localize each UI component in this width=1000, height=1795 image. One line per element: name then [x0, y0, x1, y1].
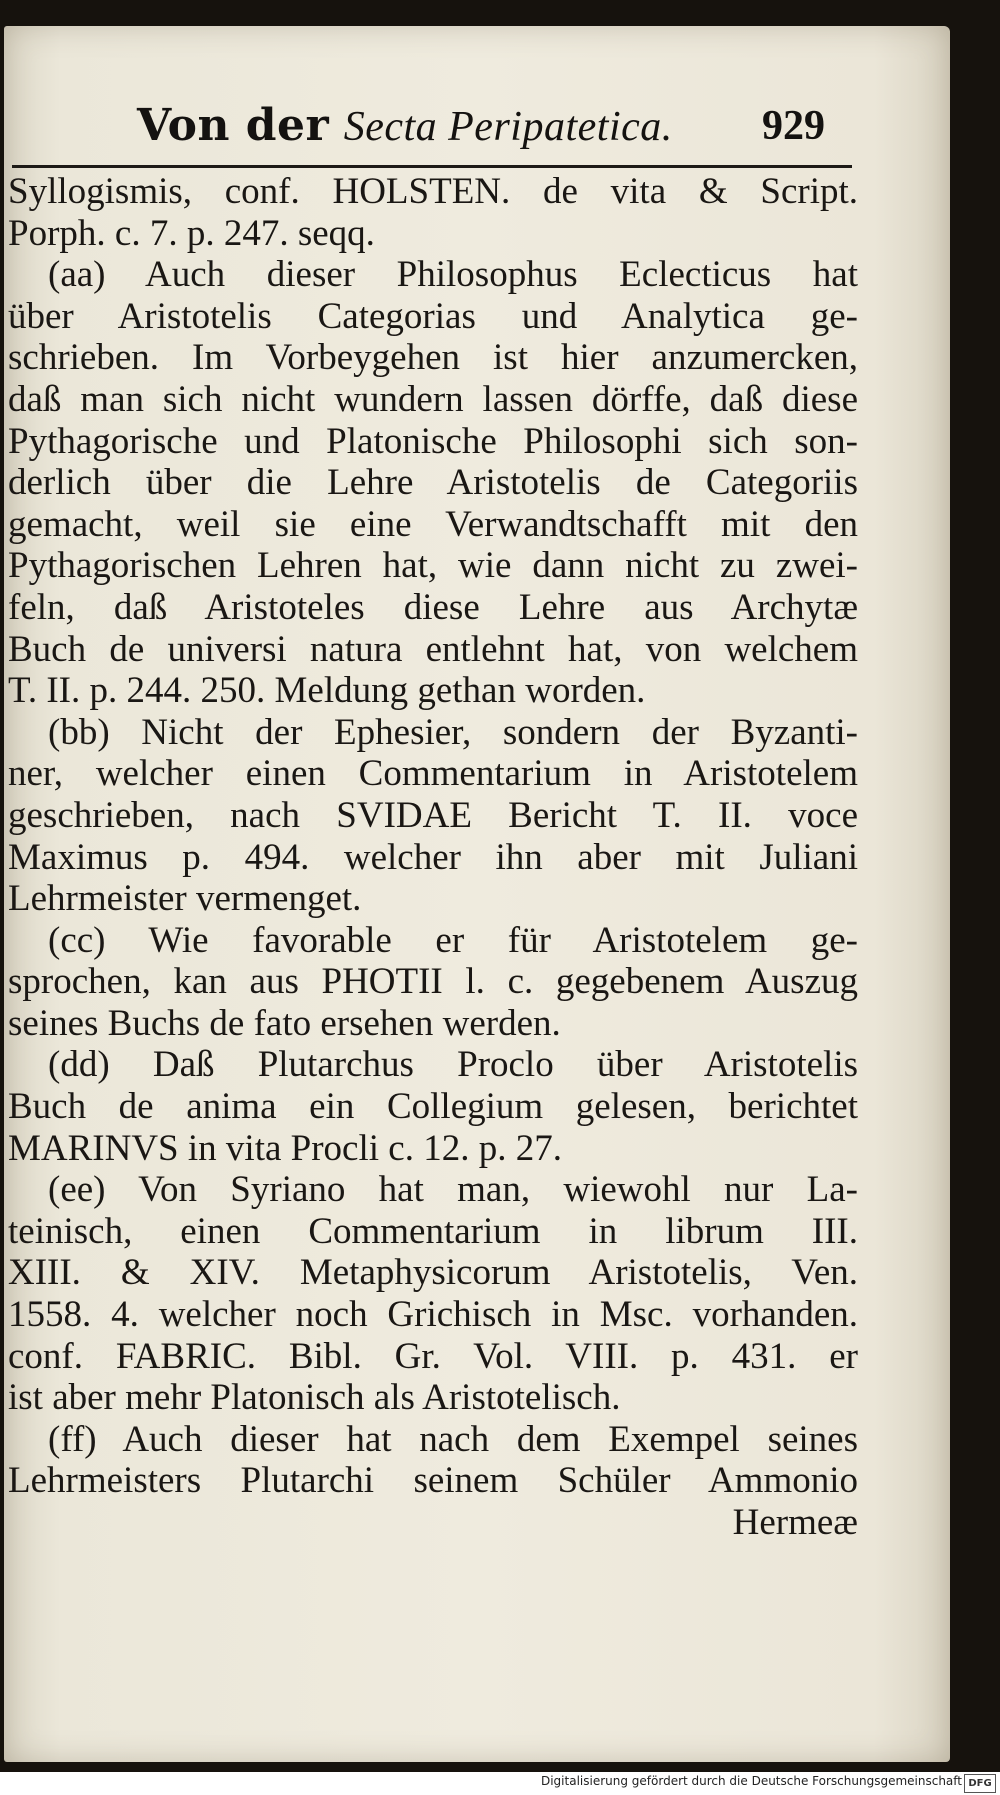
footnote-dd-start: (dd) Daß Plutarchus Proclo über Aristotelis [48, 1044, 858, 1086]
text-line: Pythagorischen Lehren hat, wie dann nicht zu zwei- [8, 545, 858, 587]
body-text [8, 171, 858, 1544]
running-title [137, 100, 673, 151]
text-line: ner, welcher einen Commentarium in Aristotelem [8, 753, 858, 795]
running-title-italic: Secta Peripatetica. [343, 104, 673, 150]
text-line: feln, daß Aristoteles diese Lehre aus Archytæ [8, 586, 858, 628]
footnote-ee-start: (ee) Von Syriano hat man, wiewohl nur La- [48, 1169, 858, 1211]
text-line: über Aristotelis Categorias und Analytica ge- [8, 295, 858, 337]
header-rule [12, 165, 852, 168]
text-line: seines Buchs de fato ersehen werden. [8, 1002, 561, 1044]
running-title-blackletter: Von der [137, 100, 330, 151]
text-line: XIII. & XIV. Metaphysicorum Aristotelis, Ven. [8, 1252, 858, 1294]
text-line: derlich über die Lehre Aristotelis de Categoriis [8, 462, 858, 504]
text-line: ist aber mehr Platonisch als Aristotelisch. [8, 1377, 621, 1419]
text-line: daß man sich nicht wundern lassen dörffe, daß diese [8, 378, 858, 420]
text-line: Pythagorische und Platonische Philosophi sich son- [8, 420, 858, 462]
footnote-cc-start: (cc) Wie favorable er für Aristotelem ge- [48, 919, 858, 961]
text-line: T. II. p. 244. 250. Meldung gethan worden. [8, 670, 646, 712]
footer-credit: Digitalisierung gefördert durch die Deutsche Forschungsgemeinschaft [540, 1774, 962, 1788]
text-line: geschrieben, nach SVIDAE Bericht T. II. voce [8, 794, 858, 836]
text-line: Syllogismis, conf. HOLSTEN. de vita & Script. [8, 171, 858, 212]
text-line: teinisch, einen Commentarium in librum III. [8, 1210, 858, 1252]
footnote-bb-start: (bb) Nicht der Ephesier, sondern der Byzanti- [48, 711, 858, 753]
text-line: gemacht, weil sie eine Verwandtschafft mit den [8, 503, 858, 545]
footnote-ff-start: (ff) Auch dieser hat nach dem Exempel seines [48, 1418, 858, 1460]
text-line: MARINVS in vita Procli c. 12. p. 27. [8, 1127, 562, 1169]
text-line: Buch de universi natura entlehnt hat, von welchem [8, 628, 858, 670]
text-line: Porph. c. 7. p. 247. seqq. [8, 212, 375, 254]
text-line: Lehrmeisters Plutarchi seinem Schüler Ammonio [8, 1460, 858, 1502]
running-header [4, 100, 950, 162]
dfg-logo: DFG [964, 1774, 996, 1793]
book-page [4, 26, 950, 1762]
text-line: Maximus p. 494. welcher ihn aber mit Juliani [8, 836, 858, 878]
page-number: 929 [762, 103, 825, 149]
text-line: Buch de anima ein Collegium gelesen, berichtet [8, 1086, 858, 1128]
digitization-footer [0, 1772, 1000, 1795]
catchword: Hermeæ [732, 1502, 858, 1543]
text-line: conf. FABRIC. Bibl. Gr. Vol. VIII. p. 431. er [8, 1335, 858, 1377]
text-line: Lehrmeister vermenget. [8, 878, 362, 920]
text-line: 1558. 4. welcher noch Grichisch in Msc. vorhanden. [8, 1294, 858, 1336]
text-line: schrieben. Im Vorbeygehen ist hier anzumercken, [8, 337, 858, 379]
footnote-aa-start: (aa) Auch dieser Philosophus Eclecticus hat [48, 254, 858, 296]
text-line: sprochen, kan aus PHOTII l. c. gegebenem Auszug [8, 961, 858, 1003]
